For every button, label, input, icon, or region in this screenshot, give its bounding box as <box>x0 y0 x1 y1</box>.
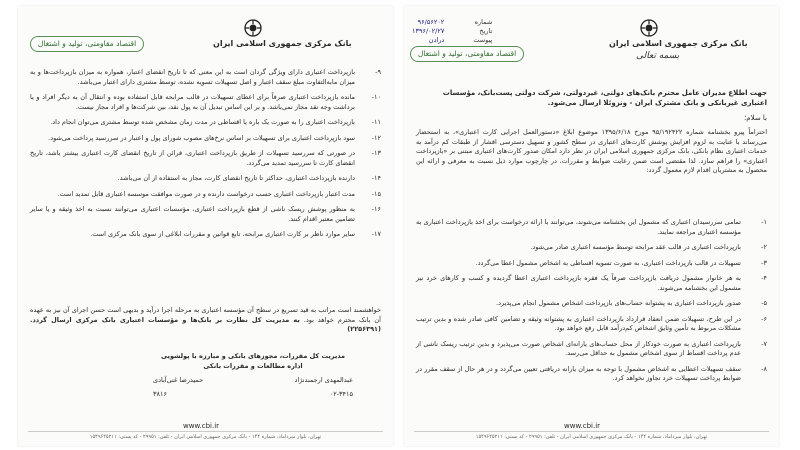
bank-name: بانک مرکزی جمهوری اسلامی ایران <box>213 39 352 48</box>
phone-1: ۰۲-۳۴۱۵ <box>329 390 353 398</box>
closing-paragraph <box>30 306 381 335</box>
closing-bold: به مدیریت کل نظارت بر بانک‌ها و مؤسسات اعتباری بانک مرکزی ارسال گردد. (۲۲۵۶۳۹۱) <box>30 315 381 333</box>
list-item: ۷- بازپرداخت اعتباری به صورت خودکار از محل حساب‌های یارانه‌ای اشخاص صورت می‌پذیرد و بدین ترتیب ریسک ناشی از عدم پرداخت اقساط از سوی اشخاص مشمول به حداقل می‌رسد. <box>416 339 767 357</box>
signature-block <box>153 351 353 399</box>
list-item: ۶- در این طرح، تسهیلات ضمن انعقاد قرارداد بازپرداخت اعتباری به پشتوانه وثیقه و تضامین کافی صادر شده و بدین ترتیب مشکلات مربوط به تأمین وثایق اشخاص کم‌درآمد قابل رفع خواهد بود. <box>416 314 767 332</box>
bank-signature: بسمه تعالی <box>636 51 680 61</box>
bank-emblem-icon <box>639 18 659 38</box>
signer-1: عبدالمهدی ارجمندنژاد <box>294 376 353 384</box>
list-item: ۱۷- سایر موارد ناظر بر کارت اعتباری مرابحه، تابع قوانین و مقررات ابلاغی از سوی بانک مرکزی است. <box>90 230 381 238</box>
slogan-badge: اقتصاد مقاومتی، تولید و اشتغال <box>30 36 144 52</box>
list-item: ۱۰- مانده بازپرداخت اعتباری صرفاً برای اعطای تسهیلات در قالب مرابحه قابل استفاده بوده و انتقال آن به دیگر افراد و یا برداشت وجه نقد مجاز نمی‌باشد. و بر این اساس تبدیل آن به پول نقد، بین شرکت‌ها و افراد مجاز نیست. <box>30 93 381 111</box>
list-item: ۱- تمامی سررسیدان اعتباری که مشمول این بخشنامه می‌شوند، می‌توانند با ارائه درخواست برای اخذ بازپرداخت اعتباری به مؤسسه اعتباری مراجعه نمایند. <box>416 218 767 236</box>
intro-paragraph: احتراماً پیرو بخشنامه شماره ۹۵/۱۹۲۴۲۲ مورخ ۱۳۹۵/۶/۱۸ موضوع ابلاغ «دستورالعمل اجرایی کارت اعتباری»، به استحضار می‌رساند با عنایت به لزوم افزایش پوشش کارت‌های اعتباری در سطح کشور و تسهیل دسترسی اقشار از طبقات کم درآمد به خدمات اعتباری نظام بانکی، بانک مرکزی جمهوری اسلامی ایران در نظر دارد امکان صدور کارت‌های اعتباری مبتنی بر «بازپرداخت اعتباری» را فراهم سازد. لذا مقتضی است ضمن رعایت ضوابط و مقررات، در چارچوب موارد ذیل نسبت به معرفی و ارائه این محصول به مشتریان اقدام لازم معمول گردد: <box>416 128 768 174</box>
signer-2: حمیدرضا غنی‌آبادی <box>153 376 204 384</box>
list-item: ۵- صدور بازپرداخت اعتباری به پشتوانه حساب‌های بازپرداخت اشخاص مشمول انجام می‌پذیرد. <box>496 299 767 307</box>
footer-address: تهران، بلوار میرداماد، شماره ۱۴۴ - بانک مرکزی جمهوری اسلامی ایران - تلفن: ۲۹۹۵۱ - کد پستی: ۱۵۴۹۶۴۵۲۱۱ <box>28 431 383 440</box>
list-item: ۹- بازپرداخت اعتباری دارای ویژگی گردان است به این معنی که تا تاریخ انقضای اعتبار، همواره به میزان بازپرداخت‌ها و به میزان مابه‌التفاوت مبلغ سقف اعتبار و اصل تسهیلات تسویه نشده، توسط مشتری دارای اعتبار می‌باشد. <box>30 68 381 86</box>
list-item: ۳- تسهیلات در قالب بازپرداخت اعتباری، به صورت تسویه اقساطی به اشخاص مشمول اعطا می‌گردد. <box>475 258 767 267</box>
phone-2: ۳۸۱۶ <box>153 390 167 398</box>
ref-number: ۹۶/۵۶۲۰۲ <box>417 18 445 26</box>
website-link[interactable]: www.cbi.ir <box>564 422 601 430</box>
signature-office: اداره مطالعات و مقررات بانکی <box>203 362 303 370</box>
reference-block: شماره ۹۶/۵۶۲۰۲ تاریخ ۱۳۹۶/۰۲/۲۷ پیوست ندارد <box>412 18 493 44</box>
list-item: ۲- بازپرداخت اعتباری در قالب عقد مرابحه توسط مؤسسه اعتباری صادر می‌شود. <box>530 243 767 251</box>
regulation-list <box>416 218 767 390</box>
salutation: با سلام؛ <box>744 114 767 122</box>
letter-title: جهت اطلاع مدیران عامل محترم بانک‌های دولتی، غیردولتی، شرکت دولتی پست‌بانک، مؤسسات اعتباری غیربانکی و بانک مشترک ایران - ونزوئلا ارسال می‌شود. <box>442 89 767 107</box>
bank-name: بانک مرکزی جمهوری اسلامی ایران <box>609 39 748 48</box>
list-item: ۱۱- بازپرداخت اعتباری را به صورت یک باره یا اقساطی در مدت زمان مشخص شده توسط مشتری می‌توان انجام داد. <box>50 118 381 126</box>
document-page-right <box>404 6 779 446</box>
list-item: ۱۵- مدت اعتبار بازپرداخت اعتباری حسب درخواست دارنده و در صورت موافقت موسسه اعتباری قابل تمدید است. <box>57 189 381 198</box>
ref-attachment: ندارد <box>428 36 445 44</box>
slogan-badge: اقتصاد مقاومتی، تولید و اشتغال <box>410 46 524 62</box>
bank-emblem-icon <box>243 18 263 38</box>
list-item: ۱۲- سود بازپرداخت اعتباری برای تسهیلات بر اساس نرخ‌های مصوب شورای پول و اعتبار در سررسید پرداخت می‌شود. <box>48 133 381 142</box>
signature-dept: مدیریت کل مقررات، مجوزهای بانکی و مبارزه با پولشویی <box>160 352 346 360</box>
regulation-list <box>30 68 381 246</box>
footer-address: تهران، بلوار میرداماد، شماره ۱۴۴ - بانک مرکزی جمهوری اسلامی ایران - تلفن: ۲۹۹۵۱ - کد پستی: ۱۵۴۹۶۴۵۲۱۱ <box>414 431 769 440</box>
document-page-left <box>18 6 393 446</box>
website-link[interactable]: www.cbi.ir <box>183 422 220 430</box>
list-item: ۱۴- دارنده بازپرداخت اعتباری، حداکثر تا تاریخ انقضای کارت، مجاز به استفاده از آن می‌باشد. <box>117 174 381 182</box>
list-item: ۴- به هر خانوار مشمول دریافت بازپرداخت صرفاً یک فقره بازپرداخت اعتباری اعطا گردیده و کسب و کارهای خرد نیز مشمول این بخشنامه می‌شوند. <box>416 274 767 292</box>
list-item: ۱۶- به منظور پوشش ریسک ناشی از قطع بازپرداخت اعتباری، مؤسسات اعتباری می‌توانند نسبت به اخذ وثیقه و یا سایر تضامین معتبر اقدام کنند. <box>30 205 381 223</box>
ref-date: ۱۳۹۶/۰۲/۲۷ <box>412 27 445 35</box>
list-item: ۸- سقف تسهیلات اعطایی به اشخاص مشمول با توجه به میزان یارانه دریافتی تعیین می‌گردد و در هر حال از سقف مقرر در ضوابط پرداخت تسهیلات خرد تجاوز نخواهد کرد. <box>416 364 767 382</box>
closing-text: خواهشمند است مراتب به قید تسریع در سطح آن مؤسسه اعتباری به مرحله اجرا درآید و بدیهی است حسن اجرای آن نیز به عهده آن بانک محترم خواهد بود. <box>30 306 381 324</box>
list-item: ۱۳- در صورتی که سررسید تسهیلات از طریق بازپرداخت اعتباری، قرائن از تاریخ انقضای کارت اعتباری بیشتر باشد، تاریخ انقضای کارت تا سررسید تمدید می‌گردد. <box>30 149 381 167</box>
